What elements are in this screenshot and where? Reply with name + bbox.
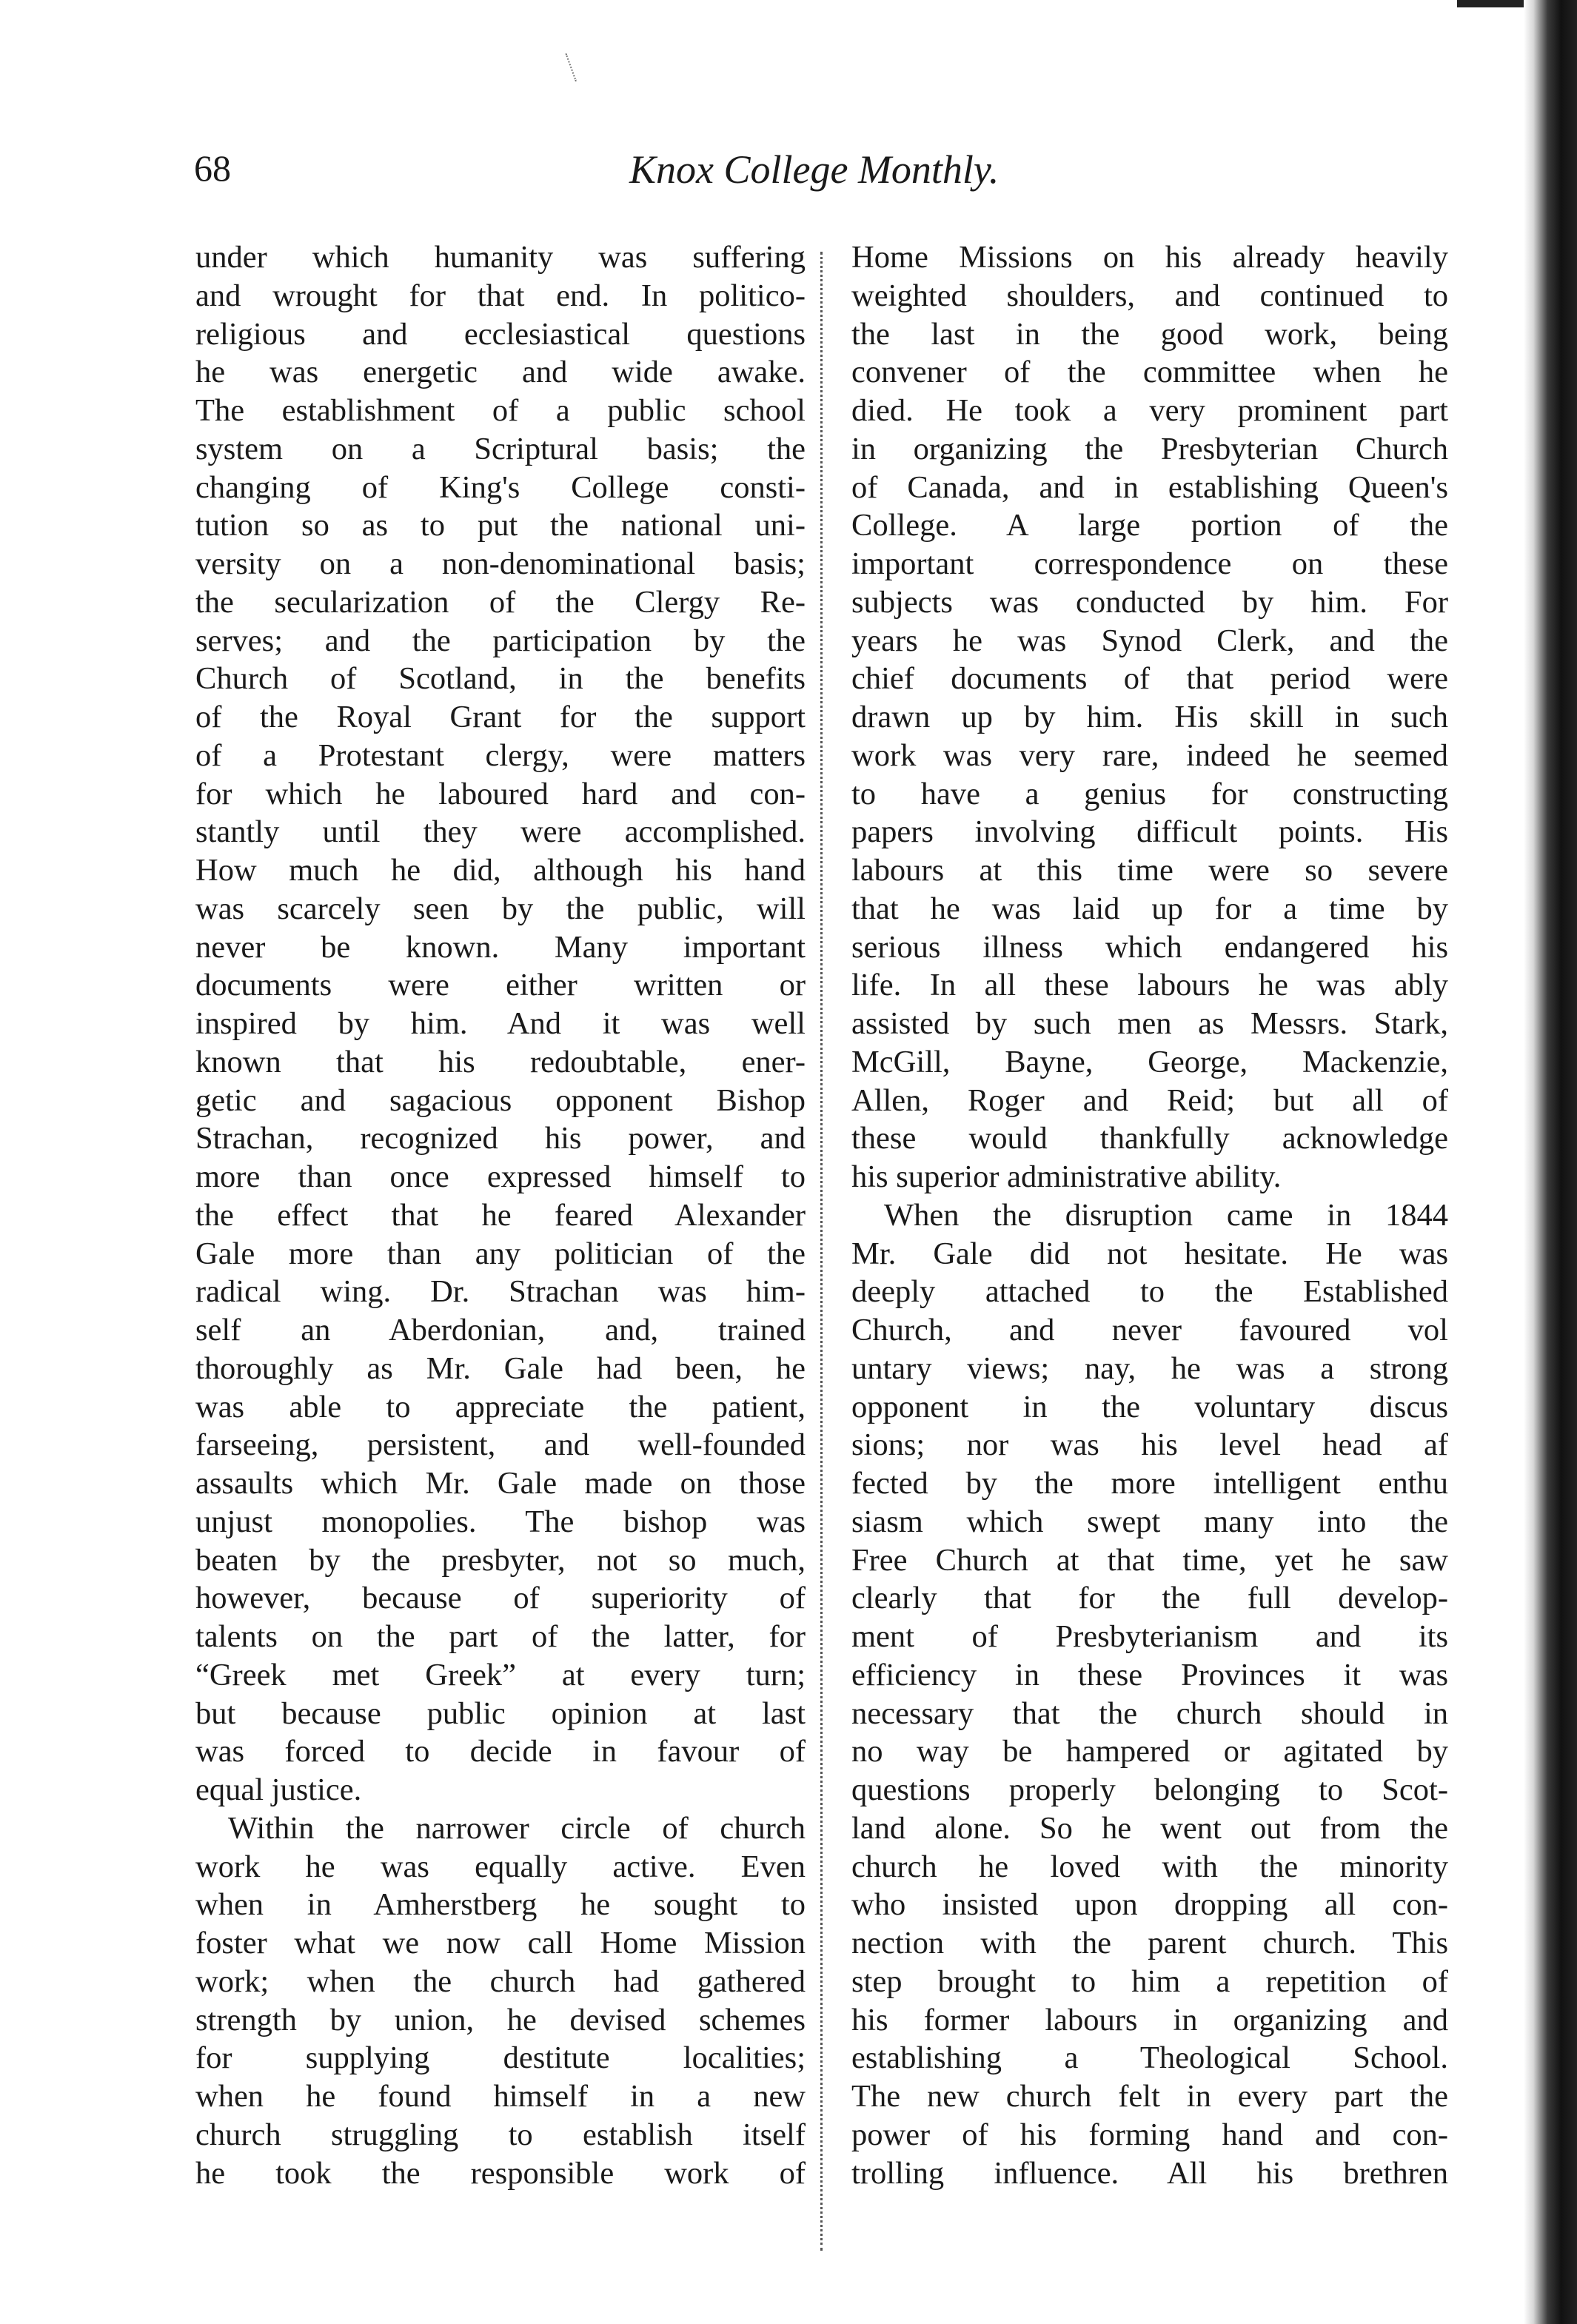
text-line: step brought to him a repetition of [851,1963,1448,1999]
text-line: drawn up by him. His skill in such [851,700,1448,734]
text-line: religious and ecclesiastical questions [195,316,806,352]
text-line: serious illness which endangered his [851,929,1448,965]
text-line: clearly that for the full develop- [851,1581,1448,1616]
text-line: The new church felt in every part the [851,2079,1448,2114]
text-line: documents were either written or [195,968,806,1003]
text-line: equal justice. [195,1772,362,1807]
text-line: assisted by such men as Messrs. Stark, [851,1006,1448,1041]
text-line: system on a Scriptural basis; the [195,431,806,466]
text-line: that he was laid up for a time by [851,891,1448,926]
text-line: thoroughly as Mr. Gale had been, he [195,1350,806,1386]
text-line: fected by the more intelligent enthu [851,1466,1448,1501]
right-column [851,238,1448,2192]
text-line: more than once expressed himself to [195,1159,806,1194]
page-number: 68 [194,147,231,189]
text-line: necessary that the church should in [851,1695,1448,1731]
text-line: subjects was conducted by him. For [851,584,1448,620]
text-line: nection with the parent church. This [851,1926,1448,1960]
text-line: Within the narrower circle of church [228,1810,806,1846]
text-line: church he loved with the minority [851,1849,1448,1884]
book-binding-edge [1524,0,1577,2324]
text-line: no way be hampered or agitated by [851,1734,1448,1769]
text-line: under which humanity was suffering [195,240,806,275]
text-line: Church of Scotland, in the benefits [195,661,806,697]
text-line: in organizing the Presbyterian Church [851,431,1448,466]
text-line: life. In all these labours he was ably [851,968,1448,1003]
text-line: changing of King's College consti- [195,469,806,505]
text-line: When the disruption came in 1844 [884,1197,1448,1233]
text-line: deeply attached to the Established [851,1274,1448,1310]
text-line: getic and sagacious opponent Bishop [195,1082,806,1118]
text-line: strength by union, he devised schemes [195,2002,806,2037]
text-line: efficiency in these Provinces it was [851,1657,1448,1692]
column-divider [820,252,823,2251]
text-line: untary views; nay, he was a strong [851,1350,1448,1386]
text-line: How much he did, although his hand [195,853,806,888]
text-line: the secularization of the Clergy Re- [195,584,806,620]
text-line: to have a genius for constructing [851,776,1448,811]
text-line: he took the responsible work of [195,2155,806,2191]
left-column [195,238,806,2192]
text-line: but because public opinion at last [195,1695,806,1731]
text-line: College. A large portion of the [851,508,1448,543]
text-line: for supplying destitute localities; [195,2040,806,2076]
text-line: convener of the committee when he [851,355,1448,390]
text-line: assaults which Mr. Gale made on those [195,1466,806,1501]
text-line: the last in the good work, being [851,316,1448,352]
text-line: work was very rare, indeed he seemed [851,737,1448,773]
text-line: serves; and the participation by the [195,623,806,658]
text-line: Allen, Roger and Reid; but all of [851,1082,1448,1118]
text-line: was forced to decide in favour of [195,1734,806,1769]
text-line: stantly until they were accomplished. [195,814,806,850]
text-line: work; when the church had gathered [195,1963,806,1999]
text-line: Strachan, recognized his power, and [195,1121,806,1156]
text-line: self an Aberdonian, and, trained [195,1313,806,1347]
text-line: papers involving difficult points. His [851,814,1448,850]
text-line: McGill, Bayne, George, Mackenzie, [851,1044,1448,1079]
text-line: was scarcely seen by the public, will [195,891,806,926]
text-line: the effect that he feared Alexander [195,1197,806,1233]
running-title: Knox College Monthly. [629,147,1000,192]
text-line: sions; nor was his level head af [851,1427,1448,1463]
text-line: years he was Synod Clerk, and the [851,623,1448,658]
text-line: ment of Presbyterianism and its [851,1619,1448,1654]
text-line: important correspondence on these [851,546,1448,581]
text-line: beaten by the presbyter, not so much, [195,1542,806,1578]
text-line: was able to appreciate the patient, [195,1389,806,1424]
text-line: for which he laboured hard and con- [195,776,806,811]
text-line: never be known. Many important [195,929,806,965]
text-line: when in Amherstberg he sought to [195,1887,806,1923]
text-line: inspired by him. And it was well [195,1006,806,1041]
text-line: work he was equally active. Even [195,1849,806,1884]
text-line: radical wing. Dr. Strachan was him- [195,1274,806,1310]
text-line: he was energetic and wide awake. [195,355,806,390]
text-line: questions properly belonging to Scot- [851,1772,1448,1807]
text-line: siasm which swept many into the [851,1504,1448,1539]
text-line: Church, and never favoured vol [851,1313,1448,1347]
text-line: unjust monopolies. The bishop was [195,1504,806,1539]
text-line: when he found himself in a new [195,2079,806,2114]
text-line: Free Church at that time, yet he saw [851,1542,1448,1578]
text-line: of a Protestant clergy, were matters [195,737,806,773]
text-line: opponent in the voluntary discus [851,1389,1448,1424]
text-line: Gale more than any politician of the [195,1236,806,1271]
scan-corner-shadow [1457,0,1524,7]
text-line: labours at this time were so severe [851,853,1448,888]
text-line: his former labours in organizing and [851,2002,1448,2037]
text-line: his superior administrative ability. [851,1159,1282,1194]
text-line: weighted shoulders, and continued to [851,278,1448,313]
text-line: Home Missions on his already heavily [851,240,1448,275]
text-line: Mr. Gale did not hesitate. He was [851,1236,1448,1271]
text-line: land alone. So he went out from the [851,1810,1448,1846]
text-line: power of his forming hand and con- [851,2117,1448,2152]
text-line: of the Royal Grant for the support [195,700,806,734]
text-line: and wrought for that end. In politico- [195,278,806,313]
text-line: “Greek met Greek” at every turn; [195,1657,806,1692]
margin-specks [565,52,580,81]
text-line: known that his redoubtable, ener- [195,1044,806,1079]
text-line: these would thankfully acknowledge [851,1121,1448,1156]
text-line: died. He took a very prominent part [851,393,1448,428]
text-line: chief documents of that period were [851,661,1448,697]
text-line: who insisted upon dropping all con- [851,1887,1448,1923]
text-line: foster what we now call Home Mission [195,1926,806,1960]
text-line: of Canada, and in establishing Queen's [851,469,1448,505]
text-line: farseeing, persistent, and well-founded [195,1427,806,1463]
text-line: establishing a Theological School. [851,2040,1448,2076]
text-line: versity on a non-denominational basis; [195,546,806,581]
text-line: The establishment of a public school [195,393,806,428]
text-line: tution so as to put the national uni- [195,508,806,543]
text-line: trolling influence. All his brethren [851,2155,1448,2191]
text-line: talents on the part of the latter, for [195,1619,806,1654]
text-line: church struggling to establish itself [195,2117,806,2152]
text-line: however, because of superiority of [195,1581,806,1616]
